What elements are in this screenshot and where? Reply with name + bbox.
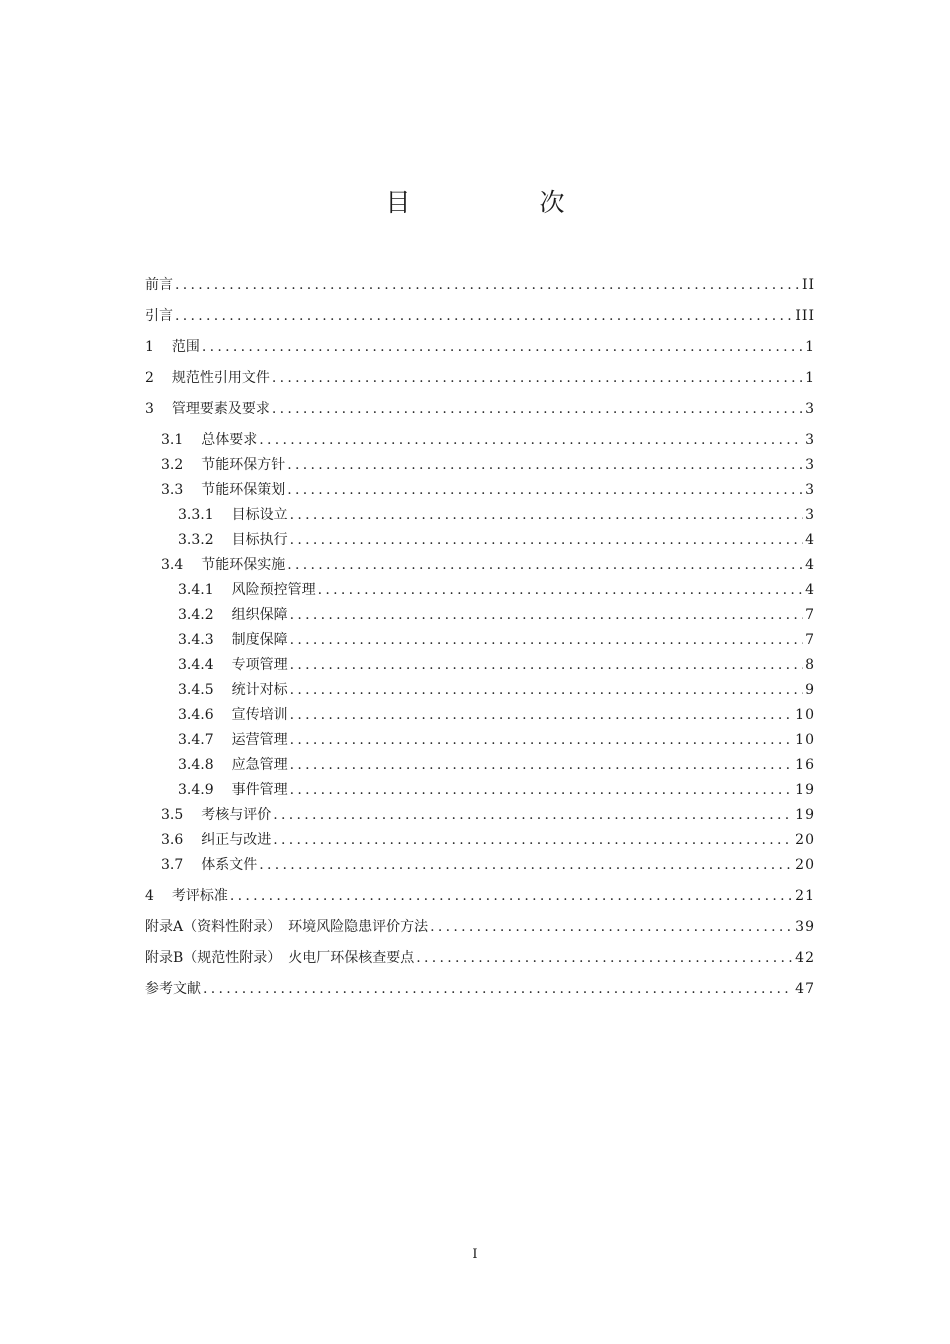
toc-leader-dots (290, 706, 794, 724)
toc-entry-title: 引言 (145, 308, 173, 324)
toc-leader-dots (230, 887, 793, 905)
toc-entry[interactable] (178, 600, 815, 624)
toc-entry[interactable] (145, 332, 815, 356)
toc-entry-number: 3 (145, 401, 154, 417)
toc-leader-dots (287, 456, 803, 474)
toc-entry-title: 运营管理 (231, 732, 288, 748)
toc-entry-page: 4 (805, 532, 815, 548)
toc-entry-number: 3.4.4 (178, 657, 214, 673)
toc-entry[interactable] (161, 550, 815, 574)
toc-entry-number: 1 (145, 339, 154, 355)
toc-entry[interactable] (145, 363, 815, 387)
toc-entry-title: 体系文件 (201, 857, 258, 873)
toc-entry-title: 宣传培训 (231, 707, 288, 723)
toc-entry-title: 总体要求 (201, 432, 258, 448)
toc-entry-title: 组织保障 (231, 607, 288, 623)
toc-leader-dots (259, 856, 793, 874)
toc-leader-dots (272, 400, 803, 418)
toc-entry[interactable] (178, 775, 815, 799)
toc-entry-title: 管理要素及要求 (171, 401, 270, 417)
toc-leader-dots (175, 307, 793, 325)
toc-entry[interactable] (178, 675, 815, 699)
toc-entry-page: 20 (795, 857, 815, 873)
toc-entry-number: 3.4.3 (178, 632, 214, 648)
toc-entry[interactable] (161, 825, 815, 849)
toc-entry-page: II (801, 277, 815, 293)
toc-entry[interactable] (178, 750, 815, 774)
toc-entry[interactable] (145, 974, 815, 998)
toc-entry-page: 9 (805, 682, 815, 698)
toc-entry[interactable] (178, 525, 815, 549)
toc-entry-number: 3.2 (161, 457, 184, 473)
toc-leader-dots (290, 681, 803, 699)
toc-entry-page: 47 (795, 981, 815, 997)
toc-entry-page: 21 (795, 888, 815, 904)
toc-entry[interactable] (161, 450, 815, 474)
toc-leader-dots (272, 369, 803, 387)
toc-leader-dots (290, 731, 794, 749)
toc-entry-title: 附录A（资料性附录） 环境风险隐患评价方法 (145, 919, 429, 935)
toc-entry-number: 3.7 (161, 857, 184, 873)
toc-entry-number: 3.3.1 (178, 507, 214, 523)
toc-leader-dots (318, 581, 803, 599)
toc-entry-number: 4 (145, 888, 154, 904)
toc-entry-page: 16 (795, 757, 815, 773)
toc-entry-title: 范围 (171, 339, 200, 355)
toc-leader-dots (430, 918, 793, 936)
toc-entry[interactable] (161, 850, 815, 874)
toc-entry-title: 节能环保策划 (201, 482, 286, 498)
toc-entry[interactable] (178, 650, 815, 674)
toc-entry-page: 4 (805, 582, 815, 598)
toc-leader-dots (290, 656, 803, 674)
toc-entry[interactable] (145, 943, 815, 967)
toc-entry-title: 专项管理 (231, 657, 288, 673)
toc-leader-dots (203, 980, 793, 998)
toc-entry[interactable] (178, 575, 815, 599)
toc-entry-title: 制度保障 (231, 632, 288, 648)
toc-entry-number: 3.4.2 (178, 607, 214, 623)
toc-entry[interactable] (178, 500, 815, 524)
toc-entry-title: 应急管理 (231, 757, 288, 773)
toc-entry[interactable] (178, 700, 815, 724)
toc-entry[interactable] (145, 394, 815, 418)
toc-entry-page: 3 (805, 401, 815, 417)
toc-leader-dots (202, 338, 803, 356)
toc-entry-title: 风险预控管理 (231, 582, 316, 598)
toc-entry-title: 事件管理 (231, 782, 288, 798)
page-number: I (472, 1247, 478, 1262)
toc-leader-dots (259, 431, 803, 449)
toc-entry-page: 3 (805, 482, 815, 498)
toc-entry-page: 3 (805, 457, 815, 473)
toc-leader-dots (287, 481, 803, 499)
toc-entry-page: 1 (805, 370, 815, 386)
toc-entry[interactable] (145, 270, 815, 294)
toc-entry-page: 7 (805, 632, 815, 648)
toc-entry-page: 8 (805, 657, 815, 673)
toc-entry-title: 考评标准 (171, 888, 228, 904)
toc-entry-number: 3.4.9 (178, 782, 214, 798)
toc-entry-number: 3.4.6 (178, 707, 214, 723)
toc-entry[interactable] (161, 425, 815, 449)
toc-leader-dots (290, 506, 803, 524)
toc-entry-number: 3.6 (161, 832, 184, 848)
toc-leader-dots (175, 276, 800, 294)
toc-leader-dots (290, 756, 794, 774)
toc-entry-page: 7 (805, 607, 815, 623)
toc-leader-dots (273, 806, 793, 824)
toc-leader-dots (290, 631, 803, 649)
toc-entry-title: 考核与评价 (201, 807, 272, 823)
toc-entry[interactable] (145, 912, 815, 936)
toc-entry-title: 节能环保实施 (201, 557, 286, 573)
toc-leader-dots (273, 831, 793, 849)
toc-entry-page: 10 (795, 707, 815, 723)
toc-entry-page: III (795, 308, 815, 324)
toc-entry-title: 前言 (145, 277, 173, 293)
toc-entry-number: 3.4.5 (178, 682, 214, 698)
toc-entry-page: 20 (795, 832, 815, 848)
toc-entry-page: 19 (795, 807, 815, 823)
toc-entry-page: 3 (805, 507, 815, 523)
toc-entry-page: 19 (795, 782, 815, 798)
toc-entry-page: 39 (795, 919, 815, 935)
toc-leader-dots (290, 606, 803, 624)
toc-entry-page: 42 (795, 950, 815, 966)
toc-entry-number: 3.4 (161, 557, 184, 573)
toc-entry-title: 节能环保方针 (201, 457, 286, 473)
toc-entry-number: 3.4.7 (178, 732, 214, 748)
toc-entry-number: 3.3 (161, 482, 184, 498)
toc-leader-dots (290, 781, 794, 799)
toc-entry[interactable] (145, 881, 815, 905)
toc-entry-title: 参考文献 (145, 981, 201, 997)
toc-entry-number: 3.5 (161, 807, 184, 823)
toc-leader-dots (287, 556, 803, 574)
toc-entry-number: 3.1 (161, 432, 184, 448)
toc-entry-number: 2 (145, 370, 154, 386)
toc-leader-dots (290, 531, 803, 549)
toc-entry[interactable] (178, 725, 815, 749)
toc-entry-title: 目标设立 (231, 507, 288, 523)
toc-leader-dots (416, 949, 793, 967)
toc-entry-page: 1 (805, 339, 815, 355)
toc-entry[interactable] (145, 301, 815, 325)
toc-entry[interactable] (178, 625, 815, 649)
toc-entry-page: 10 (795, 732, 815, 748)
toc-entry[interactable] (161, 475, 815, 499)
toc-entry-title: 统计对标 (231, 682, 288, 698)
toc-entry-number: 3.4.8 (178, 757, 214, 773)
toc-entry-title: 纠正与改进 (201, 832, 272, 848)
toc-entry[interactable] (161, 800, 815, 824)
toc-entry-title: 规范性引用文件 (171, 370, 270, 386)
toc-entry-page: 3 (805, 432, 815, 448)
toc-entry-page: 4 (805, 557, 815, 573)
toc-entry-title: 附录B（规范性附录） 火电厂环保核查要点 (145, 950, 415, 966)
toc-entry-title: 目标执行 (231, 532, 288, 548)
page-title: 目 次 (385, 188, 617, 217)
toc-entry-number: 3.4.1 (178, 582, 214, 598)
toc-entry-number: 3.3.2 (178, 532, 214, 548)
